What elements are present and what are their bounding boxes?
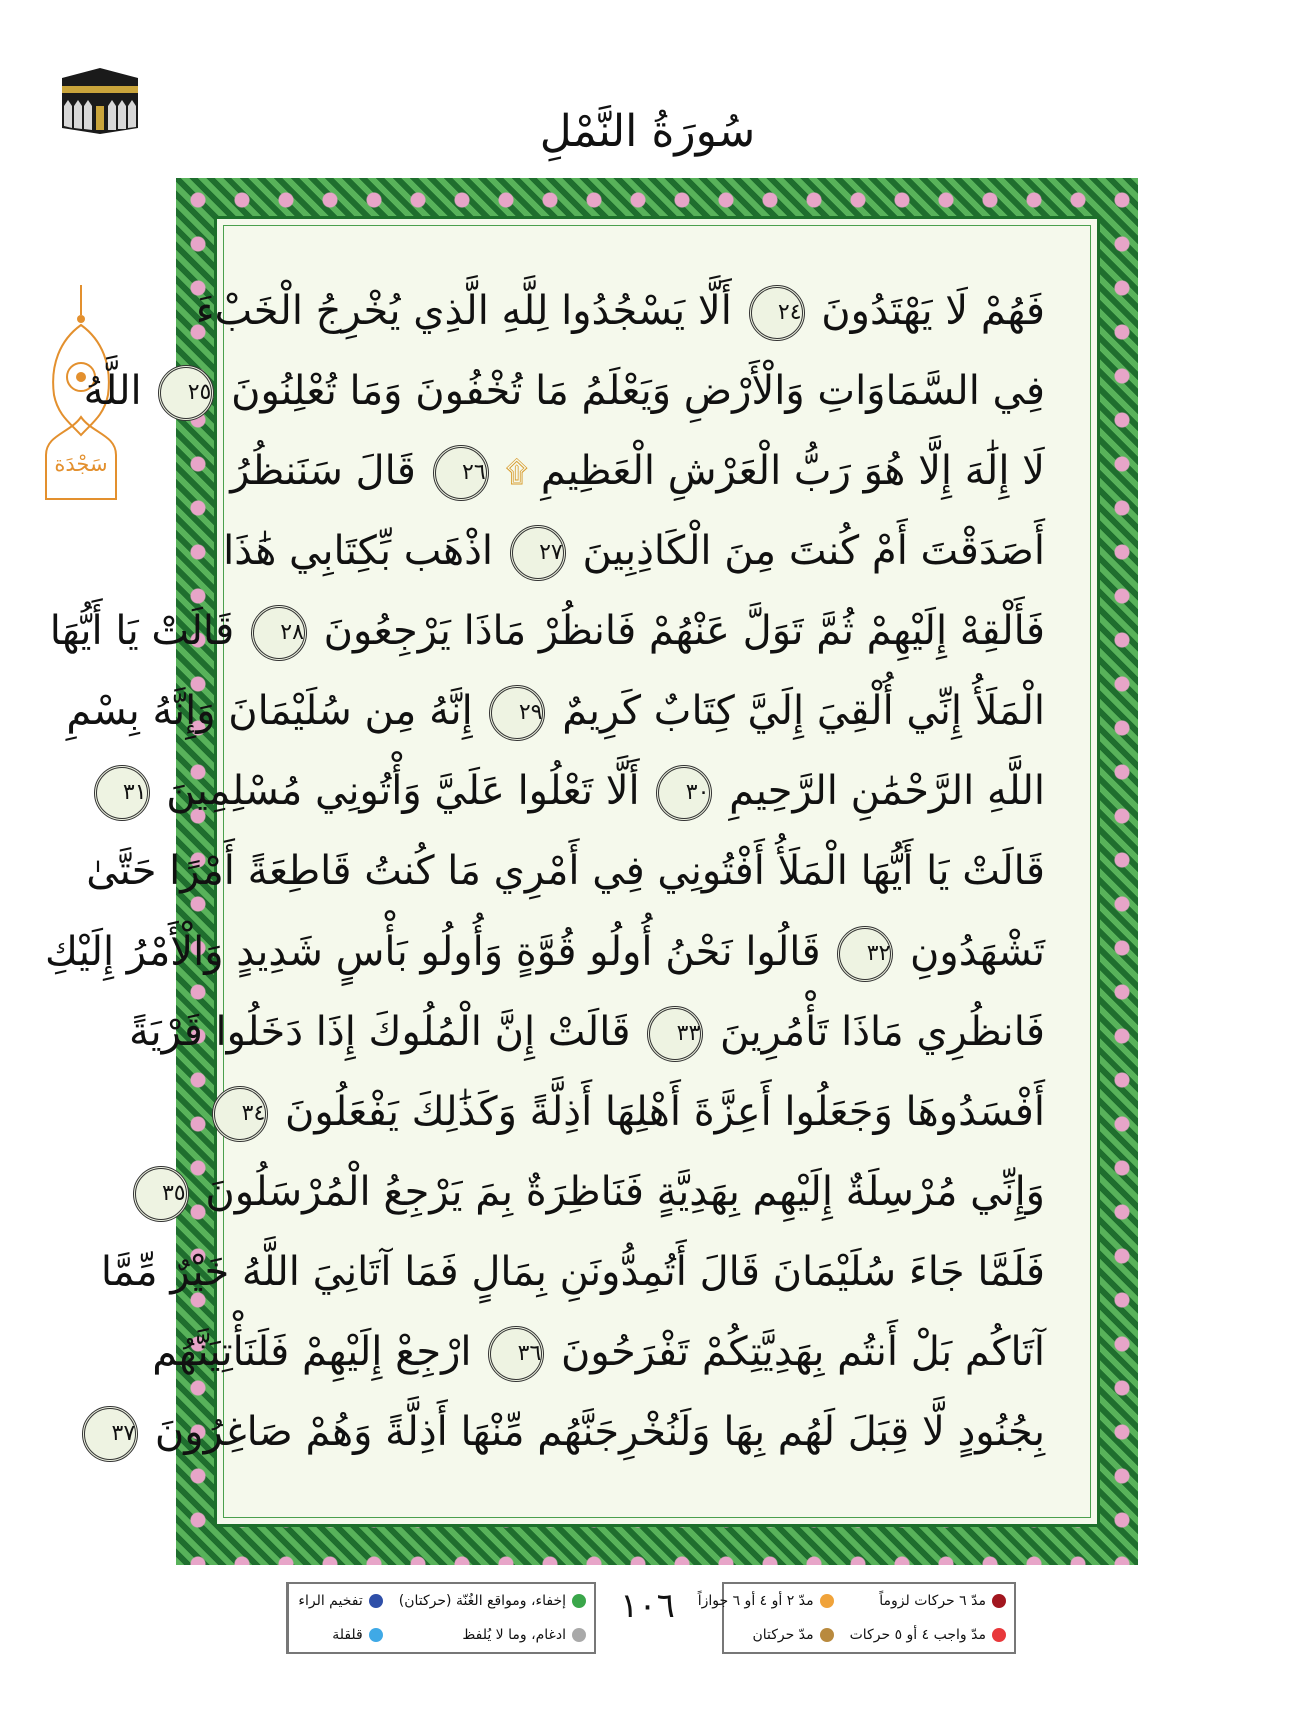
text-line: لَا إِلَٰهَ إِلَّا هُوَ رَبُّ الْعَرْشِ الْعَظِيمِ ۩ ٢٦ قَالَ سَنَنظُرُ xyxy=(269,431,1045,511)
legend-item: قلقلة xyxy=(288,1618,391,1652)
legend-item: إخفاء، ومواقع الغُنّة (حركتان) xyxy=(391,1584,594,1618)
ayah-number-marker: ٣٦ xyxy=(488,1326,544,1382)
page-number: ١٠٦ xyxy=(620,1586,675,1626)
text-line: أَفْسَدُوهَا وَجَعَلُوا أَعِزَّةَ أَهْلِهَا أَذِلَّةً وَكَذَٰلِكَ يَفْعَلُونَ ٣٤ xyxy=(269,1072,1045,1152)
text-line: فِي السَّمَاوَاتِ وَالْأَرْضِ وَيَعْلَمُ مَا تُخْفُونَ وَمَا تُعْلِنُونَ ٢٥ اللَّهُ xyxy=(269,351,1045,431)
ayah-number-marker: ٣٥ xyxy=(133,1166,189,1222)
ayah-number-marker: ٣٢ xyxy=(837,926,893,982)
text-line: فَلَمَّا جَاءَ سُلَيْمَانَ قَالَ أَتُمِدُّونَنِ بِمَالٍ فَمَا آتَانِيَ اللَّهُ خَيْرٌ مِّمَّا xyxy=(100,1248,1045,1295)
ayah-number-marker: ٢٦ xyxy=(433,445,489,501)
color-dot-icon xyxy=(820,1628,834,1642)
legend-item: مدّ ٦ حركات لزوماً xyxy=(842,1584,1014,1618)
color-dot-icon xyxy=(369,1594,383,1608)
sajda-sign-icon: ۩ xyxy=(505,455,529,491)
text-line: فَأَلْقِهْ إِلَيْهِمْ ثُمَّ تَوَلَّ عَنْهُمْ فَانظُرْ مَاذَا يَرْجِعُونَ ٢٨ قَالَتْ يَا أَيُّهَا xyxy=(269,591,1045,671)
ayah-number-marker: ٢٤ xyxy=(749,285,805,341)
legend-item: تفخيم الراء xyxy=(288,1584,391,1618)
surah-title: سُورَةُ النَّمْلِ xyxy=(539,106,756,157)
legend-item: ادغام، وما لا يُلفظ xyxy=(391,1618,594,1652)
color-dot-icon xyxy=(572,1628,586,1642)
text-line: الْمَلَأُ إِنِّي أُلْقِيَ إِلَيَّ كِتَابٌ كَرِيمٌ ٢٩ إِنَّهُ مِن سُلَيْمَانَ وَإِنَّهُ بِسْمِ xyxy=(269,671,1045,751)
text-line: بِجُنُودٍ لَّا قِبَلَ لَهُم بِهَا وَلَنُخْرِجَنَّهُم مِّنْهَا أَذِلَّةً وَهُمْ صَاغِرُونَ ٣٧ xyxy=(269,1392,1045,1472)
ayah-number-marker: ٣٠ xyxy=(656,765,712,821)
text-line: أَصَدَقْتَ أَمْ كُنتَ مِنَ الْكَاذِبِينَ ٢٧ اذْهَب بِّكِتَابِي هَٰذَا xyxy=(269,511,1045,591)
text-line: قَالَتْ يَا أَيُّهَا الْمَلَأُ أَفْتُونِي فِي أَمْرِي مَا كُنتُ قَاطِعَةً أَمْرًا حَتَّىٰ xyxy=(86,848,1045,895)
color-dot-icon xyxy=(992,1594,1006,1608)
tajweed-legend-rules xyxy=(286,1582,596,1654)
color-dot-icon xyxy=(992,1628,1006,1642)
ayah-number-marker: ٣٧ xyxy=(82,1406,138,1462)
legend-item: مدّ واجب ٤ أو ٥ حركات xyxy=(842,1618,1014,1652)
color-dot-icon xyxy=(572,1594,586,1608)
text-line: اللَّهِ الرَّحْمَٰنِ الرَّحِيمِ ٣٠ أَلَّا تَعْلُوا عَلَيَّ وَأْتُونِي مُسْلِمِينَ ٣١ xyxy=(269,751,1045,831)
text-line: وَإِنِّي مُرْسِلَةٌ إِلَيْهِم بِهَدِيَّةٍ فَنَاظِرَةٌ بِمَ يَرْجِعُ الْمُرْسَلُونَ ٣٥ xyxy=(269,1152,1045,1232)
ayah-number-marker: ٢٥ xyxy=(158,365,214,421)
ayah-number-marker: ٣١ xyxy=(94,765,150,821)
sajda-label: سَجْدَة xyxy=(54,452,108,476)
legend-item: مدّ حركتان xyxy=(690,1618,842,1652)
text-line: تَشْهَدُونِ ٣٢ قَالُوا نَحْنُ أُولُو قُوَّةٍ وَأُولُو بَأْسٍ شَدِيدٍ وَالْأَمْرُ إِلَيْكِ xyxy=(269,912,1045,992)
text-line: فَانظُرِي مَاذَا تَأْمُرِينَ ٣٣ قَالَتْ إِنَّ الْمُلُوكَ إِذَا دَخَلُوا قَرْيَةً xyxy=(269,992,1045,1072)
ayah-number-marker: ٢٧ xyxy=(510,525,566,581)
color-dot-icon xyxy=(369,1628,383,1642)
text-line: فَهُمْ لَا يَهْتَدُونَ ٢٤ أَلَّا يَسْجُدُوا لِلَّهِ الَّذِي يُخْرِجُ الْخَبْءَ xyxy=(269,271,1045,351)
text-line: آتَاكُم بَلْ أَنتُم بِهَدِيَّتِكُمْ تَفْرَحُونَ ٣٦ ارْجِعْ إِلَيْهِمْ فَلَنَأْتِيَنَّهُم xyxy=(269,1312,1045,1392)
ayah-number-marker: ٣٣ xyxy=(647,1006,703,1062)
tajweed-legend-madd xyxy=(697,1582,1016,1654)
ayah-number-marker: ٣٤ xyxy=(212,1086,268,1142)
color-dot-icon xyxy=(820,1594,834,1608)
ayah-number-marker: ٢٨ xyxy=(251,605,307,661)
ayah-number-marker: ٢٩ xyxy=(489,685,545,741)
legend-item: مدّ ٢ أو ٤ أو ٦ جوازاً xyxy=(690,1584,842,1618)
